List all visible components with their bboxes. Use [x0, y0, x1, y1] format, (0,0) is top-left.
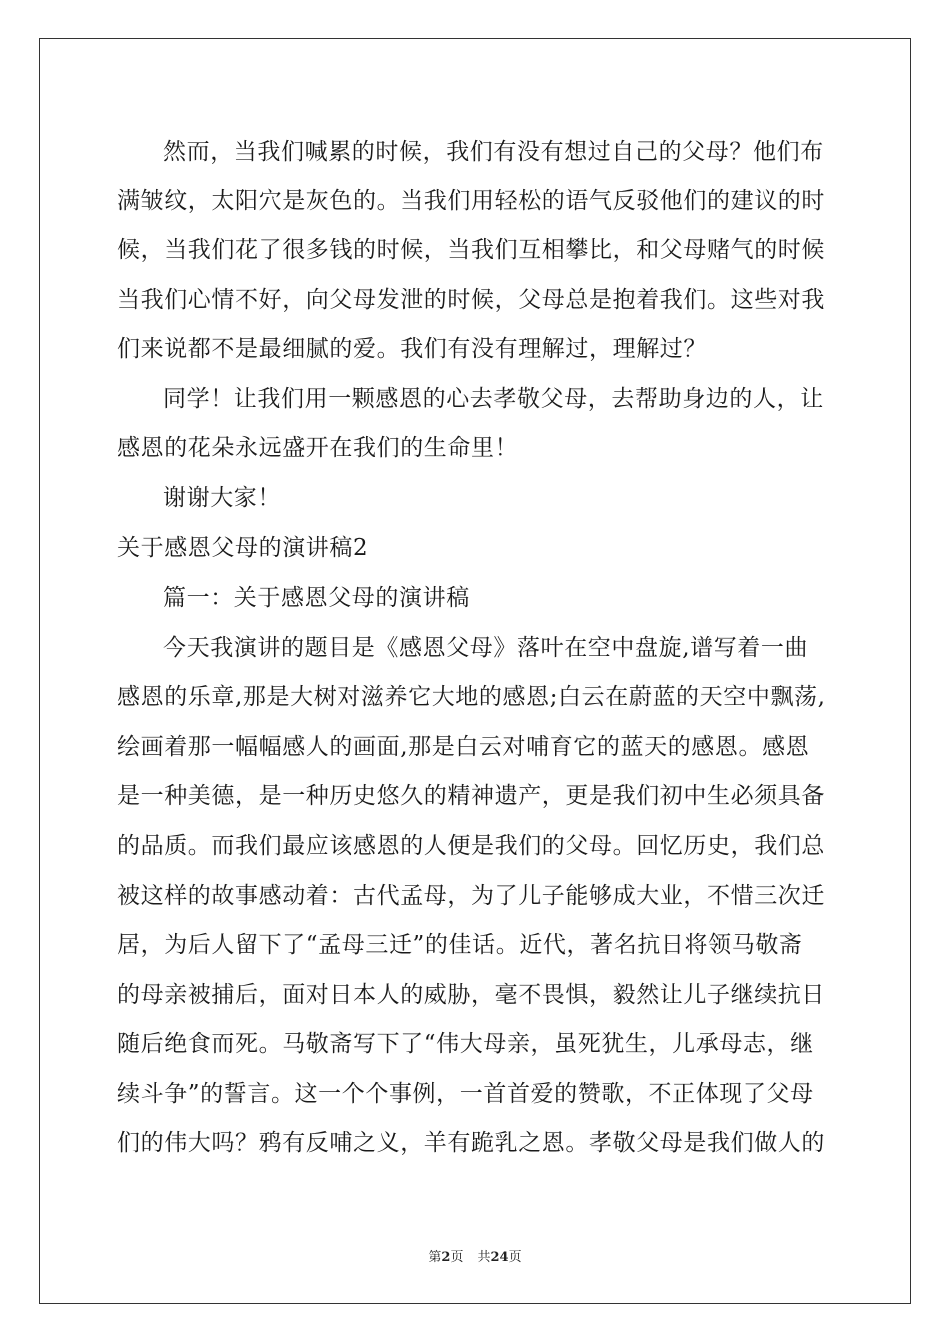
total-pages: 24 [490, 1250, 509, 1265]
text-line: 们的伟大吗？鸦有反哺之义，羊有跪乳之恩。孝敬父母是我们做人的 [117, 1130, 825, 1156]
text-line: 满皱纹，太阳穴是灰色的。当我们用轻松的语气反驳他们的建议的时 [117, 188, 825, 214]
page-suffix: 页 [450, 1250, 464, 1265]
text-line: 被这样的故事感动着：古代孟母，为了儿子能够成大业，不惜三次迁 [117, 883, 825, 909]
text-line: 是一种美德，是一种历史悠久的精神遗产，更是我们初中生必须具备 [117, 783, 825, 809]
total-prefix: 共 [477, 1250, 491, 1265]
text-line: 的品质。而我们最应该感恩的人便是我们的父母。回忆历史，我们总 [117, 833, 825, 859]
total-suffix: 页 [508, 1250, 522, 1265]
section-heading: 关于感恩父母的演讲稿2 [117, 535, 369, 561]
page-footer [0, 1249, 950, 1267]
text-line: 候，当我们花了很多钱的时候，当我们互相攀比，和父母赌气的时候 [117, 237, 825, 263]
text-line: 谢谢大家！ [163, 485, 281, 511]
text-line: 居，为后人留下了“孟母三迁”的佳话。近代，著名抗日将领马敬斋 [117, 932, 803, 958]
text-line: 随后绝食而死。马敬斋写下了“伟大母亲，虽死犹生，儿承母志，继 [117, 1031, 814, 1057]
text-line: 们来说都不是最细腻的爱。我们有没有理解过，理解过？ [117, 336, 707, 362]
subsection-heading: 篇一：关于感恩父母的演讲稿 [163, 585, 470, 611]
text-line: 感恩的花朵永远盛开在我们的生命里！ [117, 435, 519, 461]
text-line: 今天我演讲的题目是《感恩父母》落叶在空中盘旋,谱写着一曲 [163, 635, 809, 661]
text-line: 感恩的乐章,那是大树对滋养它大地的感恩;白云在蔚蓝的天空中飘荡, [117, 684, 826, 710]
text-line: 然而，当我们喊累的时候，我们有没有想过自己的父母？他们布 [163, 139, 824, 165]
text-line: 续斗争”的誓言。这一个个事例，一首首爱的赞歌，不正体现了父母 [117, 1081, 814, 1107]
text-line: 的母亲被捕后，面对日本人的威胁，毫不畏惧，毅然让儿子继续抗日 [117, 982, 825, 1008]
page-border [39, 38, 911, 1304]
text-line: 绘画着那一幅幅感人的画面,那是白云对哺育它的蓝天的感恩。感恩 [117, 734, 810, 760]
text-line: 当我们心情不好，向父母发泄的时候，父母总是抱着我们。这些对我 [117, 287, 825, 313]
page-prefix: 第 [428, 1250, 442, 1265]
text-line: 同学！让我们用一颗感恩的心去孝敬父母，去帮助身边的人，让 [163, 386, 824, 412]
page-number: 2 [441, 1250, 451, 1265]
